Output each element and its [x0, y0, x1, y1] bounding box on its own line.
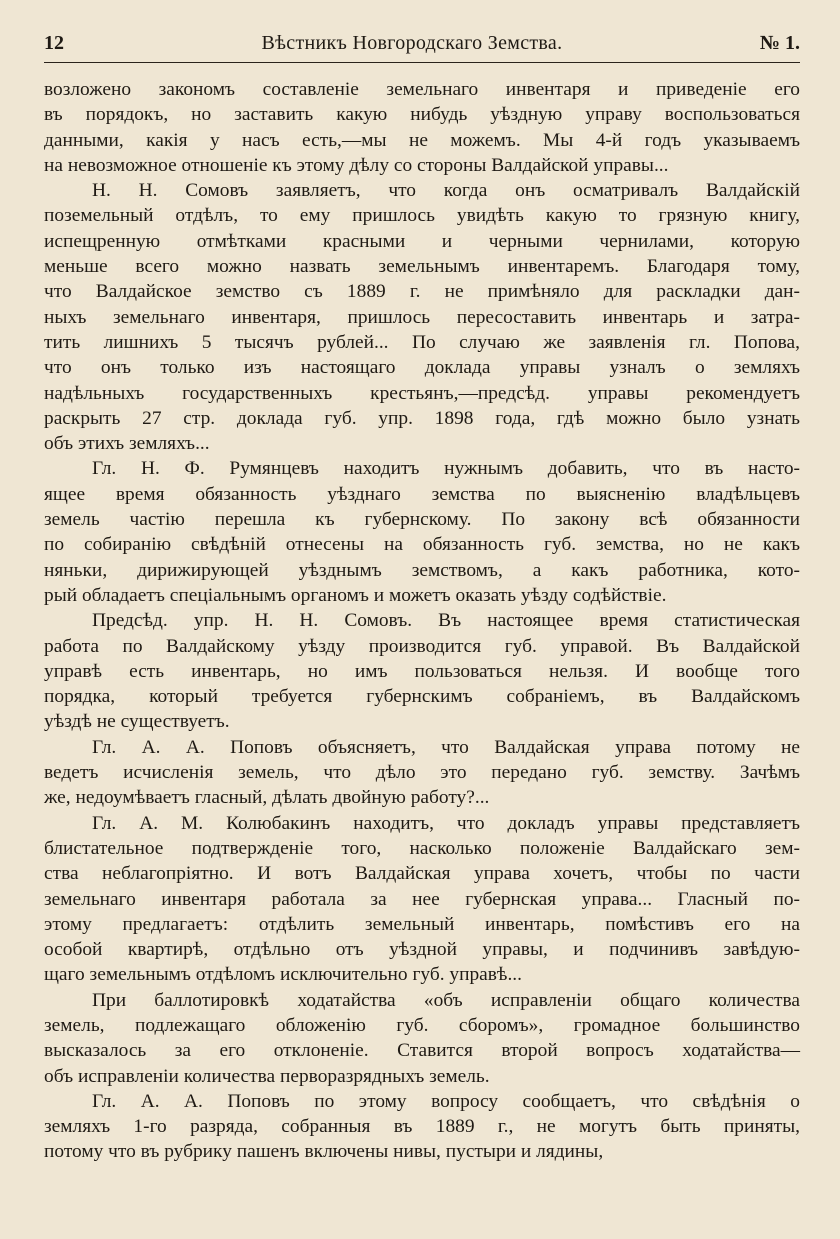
issue-number: № 1.	[759, 32, 800, 54]
text-line: блистательное подтвержденіе того, насколько положеніе Валдайскаго зем-	[44, 837, 800, 859]
text-line: поземельный отдѣлъ, то ему пришлось увидѣть какую то грязную книгу,	[44, 205, 800, 227]
text-line: этому предлагаетъ: отдѣлить земельный инвентарь, помѣстивъ его на	[44, 913, 800, 935]
text-line: Гл. А. А. Поповъ по этому вопросу сообщаетъ, что свѣдѣнія о	[92, 1090, 800, 1112]
text-line: раскрыть 27 стр. доклада губ. упр. 1898 года, гдѣ можно было узнать	[44, 407, 800, 429]
text-line: потому что въ рубрику пашенъ включены нивы, пустыри и лядины,	[44, 1141, 604, 1163]
text-line: рый обладаетъ спеціальнымъ органомъ и можетъ оказать уѣзду содѣйствіе.	[44, 584, 667, 606]
paragraph	[44, 988, 800, 1089]
text-line: земляхъ 1-го разряда, собранныя въ 1889 г., не могутъ быть приняты,	[44, 1116, 800, 1138]
text-line: Предсѣд. упр. Н. Н. Сомовъ. Въ настоящее время статистическая	[92, 610, 800, 632]
text-line: ства неблагопріятно. И вотъ Валдайская управа хочетъ, чтобы по части	[44, 863, 800, 885]
text-line: земель частію перешла къ губернскому. По закону всѣ обязанности	[44, 509, 800, 531]
paragraph	[44, 811, 800, 988]
text-line: меньше всего можно назвать земельнымъ инвентаремъ. Благодаря тому,	[44, 256, 800, 278]
text-line: что онъ только изъ настоящаго доклада управы узналъ о земляхъ	[44, 357, 800, 379]
text-line: управѣ есть инвентарь, но имъ пользоваться нельзя. И вообще того	[44, 660, 800, 682]
text-line: При баллотировкѣ ходатайства «объ исправленіи общаго количества	[92, 989, 800, 1011]
text-line: ящее время обязанность уѣзднаго земства по выясненію владѣльцевъ	[44, 483, 800, 505]
text-line: ныхъ земельнаго инвентаря, пришлось пересоставить инвентарь и затра-	[44, 306, 800, 328]
text-line: возложено закономъ составленіе земельнаго инвентаря и приведеніе его	[44, 79, 800, 100]
text-line: няньки, дирижирующей уѣзднымъ земствомъ, а какъ работника, кото-	[44, 559, 800, 581]
paragraph	[44, 608, 800, 734]
text-line: въ порядокъ, но заставить какую нибудь уѣздную управу воспользоваться	[44, 104, 800, 126]
text-line: по собиранію свѣдѣній отнесены на обязанность губ. земства, но не какъ	[44, 534, 800, 556]
paragraph	[44, 178, 800, 456]
text-line: Гл. А. А. Поповъ объясняетъ, что Валдайская управа потому не	[92, 736, 800, 758]
text-line: уѣздѣ не существуетъ.	[44, 711, 230, 733]
text-line: Гл. Н. Ф. Румянцевъ находитъ нужнымъ добавить, что въ насто-	[92, 458, 800, 480]
text-line: щаго земельнымъ отдѣломъ исключительно губ. управѣ...	[44, 964, 522, 986]
text-line: тить лишнихъ 5 тысячъ рублей... По случаю же заявленія гл. Попова,	[44, 331, 800, 353]
text-line: объ этихъ земляхъ...	[44, 433, 210, 455]
text-line: земельнаго инвентаря работала за нее губернская управа... Гласный по-	[44, 888, 800, 910]
text-line: особой квартирѣ, отдѣльно отъ уѣздной управы, и подчинивъ завѣдую-	[44, 939, 800, 961]
text-line: что Валдайское земство съ 1889 г. не примѣняло для раскладки дан-	[44, 281, 800, 303]
text-line: надѣльныхъ государственныхъ крестьянъ,—предсѣд. управы рекомендуетъ	[44, 382, 800, 404]
text-line: земель, подлежащаго обложенію губ. сборомъ», громадное большинство	[44, 1014, 800, 1036]
text-line: Н. Н. Сомовъ заявляетъ, что когда онъ осматривалъ Валдайскій	[92, 180, 800, 202]
paragraph	[44, 77, 800, 178]
text-line: испещренную отмѣтками красными и черными чернилами, которую	[44, 230, 800, 252]
paragraph	[44, 456, 800, 608]
text-line: Гл. А. М. Колюбакинъ находитъ, что докладъ управы представляетъ	[92, 812, 800, 834]
text-line: на невозможное отношеніе къ этому дѣлу со стороны Валдайской управы...	[44, 154, 669, 176]
text-line: же, недоумѣваетъ гласный, дѣлать двойную работу?...	[44, 787, 490, 809]
body-text	[44, 77, 800, 1165]
text-line: порядка, который требуется губернскимъ собраніемъ, въ Валдайскомъ	[44, 686, 800, 708]
text-line: объ исправленіи количества перворазрядныхъ земель.	[44, 1065, 490, 1087]
paragraph	[44, 735, 800, 811]
paragraph	[44, 1089, 800, 1165]
running-header	[44, 30, 800, 63]
text-line: данными, какія у насъ есть,—мы не можемъ. Мы 4-й годъ указываемъ	[44, 129, 800, 151]
page-number: 12	[44, 32, 64, 54]
text-line: работа по Валдайскому уѣзду производится губ. управой. Въ Валдайской	[44, 635, 800, 657]
text-line: высказалось за его отклоненіе. Ставится второй вопросъ ходатайства—	[44, 1040, 800, 1062]
text-line: ведетъ исчисленія земель, что дѣло это передано губ. земству. Зачѣмъ	[44, 762, 800, 784]
journal-title: Вѣстникъ Новгородскаго Земства.	[261, 32, 563, 54]
